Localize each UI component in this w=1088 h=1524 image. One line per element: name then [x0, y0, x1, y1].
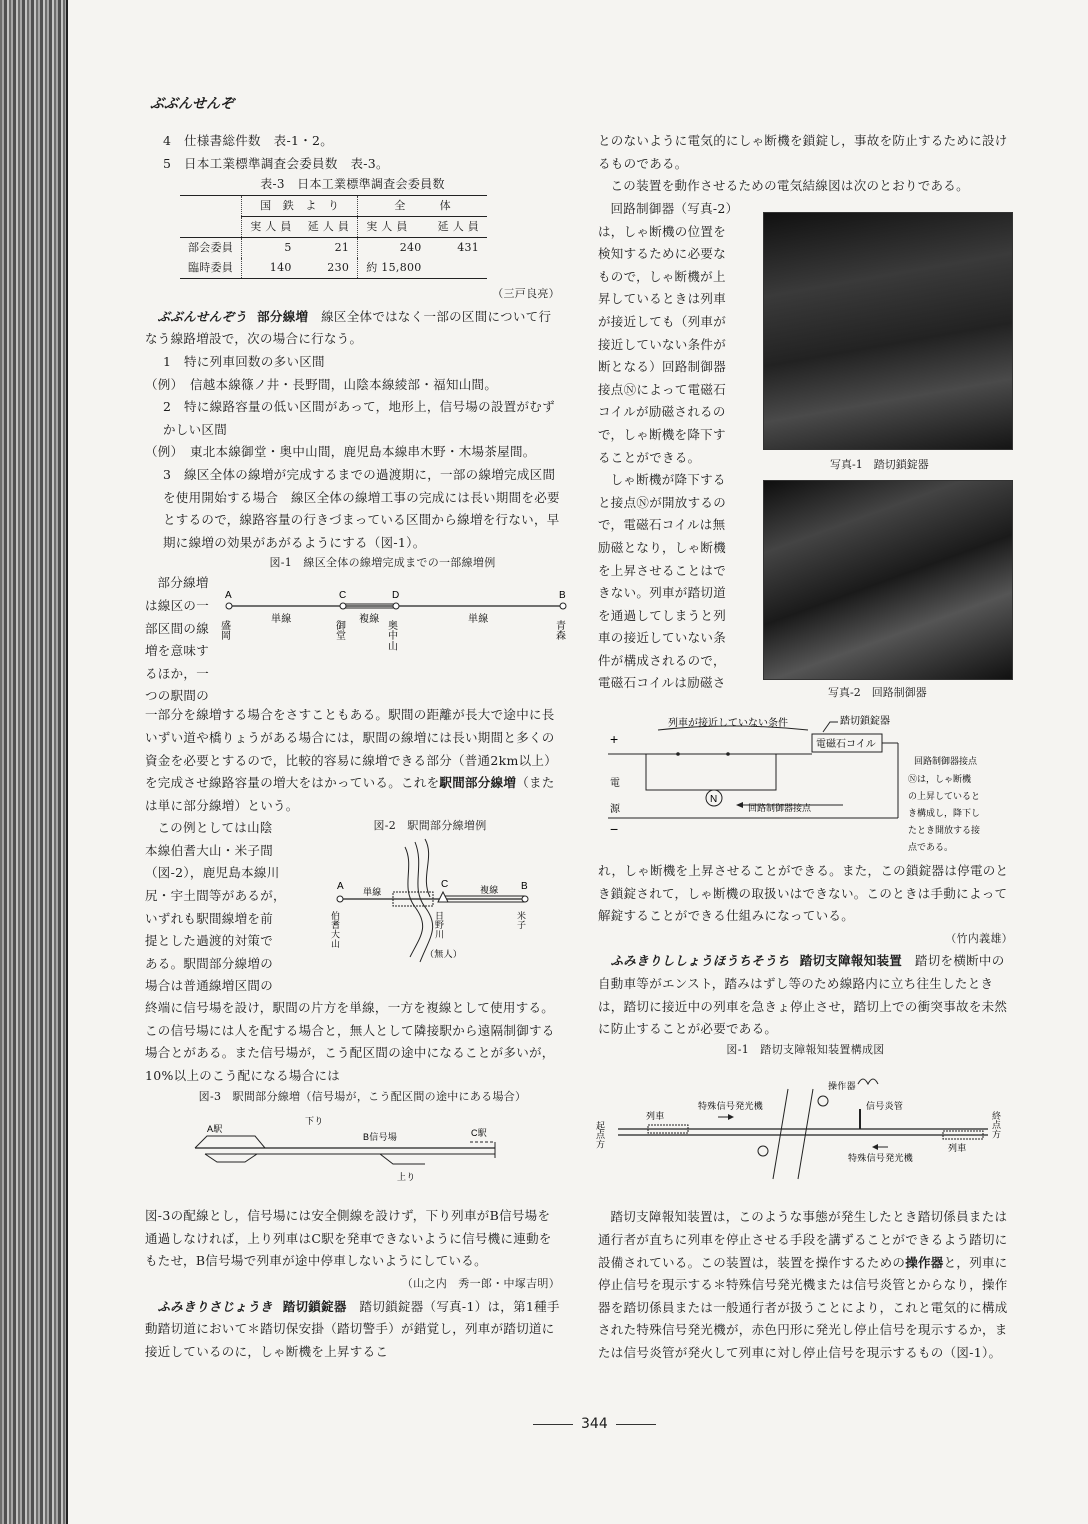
circuit-note-line: き構成し，降下し	[908, 808, 981, 818]
figure-caption: 図-2 駅間部分線増例	[373, 819, 487, 833]
circuit-contact-label: 回路制御器接点	[748, 803, 812, 813]
station-label: C駅	[471, 1127, 488, 1138]
circuit-note-line: 回路制御器接点	[914, 756, 978, 766]
wrapped-text	[598, 198, 758, 695]
photo-caption: 写真-2 回路制御器	[828, 686, 927, 699]
author-credit: （竹内義雄）	[945, 931, 1013, 945]
segment-label: 単線	[271, 614, 292, 626]
table-cell: 臨時委員	[180, 258, 242, 279]
text-line: もので，しゃ断機が上	[598, 268, 726, 284]
entry-paragraph: 終端に信号場を設け，駅間の片方を単線，一方を複線として使用する。この信号場には人を配する場合と，無人として隣接駅から遠隔制御する場合とがある。また信号場が，こう配区間の途中になることが多いが，10%以上のこう配になる場合には	[145, 1000, 555, 1084]
text-line: 部分線増	[157, 575, 209, 591]
entry-paragraph	[145, 704, 560, 817]
flare-label: 信号炎管	[866, 1100, 904, 1111]
station-name: 盛岡	[218, 620, 230, 641]
circuit-note-line: 点である。	[908, 842, 954, 852]
train-label: 列車	[948, 1142, 967, 1153]
bold-term: 駅間部分線増	[439, 775, 517, 791]
circuit-lock-label: 踏切鎖錠器	[840, 716, 890, 727]
bold-term: 操作器	[905, 1254, 944, 1270]
text-line: ることができる。	[598, 449, 701, 465]
circuit-plus: +	[610, 731, 619, 747]
end-label: 終点方	[991, 1110, 1001, 1139]
train-label: 列車	[646, 1110, 665, 1121]
text-line: この例としては山陰	[157, 820, 273, 836]
station-name: 御堂	[333, 620, 345, 641]
entry-paragraph: 図-3の配線とし，信号場には安全側線を設けず，下り列車がB信号場を通過しなければ，上り列車はC駅を発車できないように信号機に連動をもたせ，B信号場で列車が途中停車しないようにしている。	[145, 1208, 552, 1269]
direction-label: 下り	[305, 1115, 324, 1126]
station-label: B信号場	[363, 1131, 398, 1142]
text-line: 件が構成されるので，	[598, 652, 726, 668]
entry-paragraph	[598, 1206, 1013, 1364]
text-line: を通過してしまうと列	[598, 607, 727, 623]
entry-paragraph	[145, 1296, 560, 1364]
entry-term: 踏切鎖錠器	[282, 1298, 347, 1314]
segment-label: 単線	[363, 887, 382, 898]
station-name: 米子	[516, 911, 526, 930]
station-letter: A	[225, 590, 232, 602]
left-column	[145, 130, 566, 1363]
entry-paragraph: れ，しゃ断機を上昇させることができる。また，この鎖錠器は停電のとき鎖錠されて，しゃ断機の取扱いはできない。このときは手動によって解錠することができる仕組みになっている。	[598, 863, 1009, 924]
figure-side-text	[145, 572, 225, 708]
right-column-lower	[595, 860, 1013, 1365]
entry-text: 一部分を線増する場合をさすこともある。駅間の距離が長大で途中に長いずい道や橋りょうがある場合には，駅間の線増には長い期間と多くの資金を必要とするので，比較的容易に線増できる部分（普通2km以上）を完成させ線路容量の増大をはかっている。これを	[145, 707, 558, 791]
photo-1	[763, 212, 1013, 450]
table-cell: 約 15,800	[358, 258, 430, 279]
table-cell: 5	[242, 238, 300, 259]
figure-caption: 図-3 駅間部分線増（信号場が，こう配区間の途中にある場合）	[198, 1089, 527, 1103]
entry-kana: ふみきりさじょうき	[157, 1298, 273, 1314]
end-label: 起点方	[595, 1120, 605, 1149]
contact-n-symbol: N	[710, 794, 718, 805]
text-line: で，電磁石コイルは無	[598, 517, 726, 533]
author-credit: （三戸良亮）	[492, 287, 560, 301]
station-letter: A	[337, 881, 344, 893]
photo-2	[763, 480, 1013, 680]
text-line: いずれも駅間線増を前	[145, 910, 274, 926]
text-line: 昇しているときは列車	[598, 291, 727, 307]
table-cell: 240	[358, 238, 430, 259]
entry-text: 踏切支障報知装置は，このような事態が発生したとき踏切係員または通行者が直ちに列車を停止させる手段を講ずることができるよう踏切に設備されている。この装置は，装置を操作するための	[598, 1209, 1008, 1270]
table-cell: 431	[457, 241, 480, 255]
entry-term: 部分線増	[257, 308, 309, 324]
entry-text: 踏切鎖錠器（写真-1）は，第1種手動踏切道において＊踏切保安掛（踏切警手）が錯覚し，列車が踏切道に接近しているのに，しゃ断機を上昇するこ	[145, 1298, 560, 1359]
table-col-header: 延 人 員	[300, 217, 358, 238]
segment-label: 複線	[359, 614, 380, 626]
text-line: 尻・宇土間等があるが，	[145, 888, 286, 904]
station-name: 伯耆大山	[330, 911, 340, 949]
text-line: ある。駅間部分線増の	[145, 955, 274, 971]
circuit-note-line: たとき開放する接	[908, 825, 981, 835]
table-cell: 部会委員	[188, 241, 234, 255]
segment-label: 複線	[480, 885, 499, 896]
entry-paragraph	[598, 950, 1013, 1040]
circuit-note-line: Ⓝは，しゃ断機	[908, 774, 972, 784]
text-line: しゃ断機が降下する	[610, 472, 726, 488]
example: （例） 信越本線篠ノ井・長野間，山陰本線綾部・福知山間。	[145, 376, 498, 392]
text-line: 本線伯耆大山・米子間	[145, 842, 274, 858]
text-line: と接点Ⓝが開放するの	[598, 494, 727, 510]
text-line: が接近しても（列車が	[598, 313, 727, 329]
station-name: 青森	[553, 620, 565, 641]
text-line: 場合は普通線増区間の	[145, 978, 274, 994]
text-line: は，しゃ断機の位置を	[598, 223, 727, 239]
table-group-header: 国 鉄 よ り	[242, 196, 358, 217]
table-cell	[430, 258, 488, 279]
photo-caption: 写真-1 踏切鎖錠器	[830, 458, 929, 471]
table-cell: 21	[334, 241, 350, 255]
station-letter: B	[521, 881, 528, 893]
operator-label: 操作器	[828, 1080, 856, 1091]
station-letter: D	[392, 590, 400, 602]
entry-paragraph	[145, 306, 560, 351]
list-item: 5 日本工業標準調査会委員数 表-3。	[163, 155, 389, 171]
entry-heading	[158, 309, 309, 324]
table-col-header: 延 人 員	[430, 217, 488, 238]
text-line: で，しゃ断機を降下す	[598, 426, 726, 442]
text-line: コイルが励磁されるの	[598, 404, 726, 420]
list-item: 1 特に列車回数の多い区間	[163, 353, 325, 369]
text-line: を上昇させることはで	[598, 562, 727, 578]
figure-2-diagram	[325, 837, 545, 977]
table-cell: 230	[300, 258, 358, 279]
text-line: は線区の一	[145, 597, 210, 613]
committee-table	[180, 195, 487, 279]
signal-label: 特殊信号発光機	[848, 1152, 914, 1163]
text-line: きない。列車が踏切道	[598, 585, 727, 601]
entry-paragraph: この装置を動作させるための電気結線図は次のとおりである。	[610, 178, 969, 194]
page-number: 344	[525, 1416, 664, 1432]
figure-caption: 図-1 踏切支障報知装置構成図	[726, 1042, 885, 1056]
example: （例） 東北本線御堂・奥中山間，鹿児島本線串木野・木場茶屋間。	[145, 444, 536, 460]
station-label: A駅	[207, 1123, 223, 1134]
figure-3-diagram	[145, 1106, 560, 1198]
table-cell: 140	[242, 258, 300, 279]
table-title: 表-3 日本工業標準調査会委員数	[260, 177, 445, 192]
circuit-diagram	[598, 710, 1018, 860]
level-crossing-diagram	[595, 1059, 1013, 1199]
circuit-coil-label: 電磁石コイル	[816, 739, 876, 750]
text-line: 断となる）回路制御器	[598, 359, 727, 375]
station-letter: C	[441, 879, 449, 891]
circuit-minus: −	[610, 821, 619, 837]
direction-label: 上り	[397, 1171, 416, 1182]
station-letter: B	[559, 590, 566, 602]
table-col-header: 実 人 員	[242, 217, 300, 238]
text-line: 提とした過渡的対策で	[145, 933, 274, 949]
table-row	[180, 238, 487, 259]
text-line: 接点Ⓝによって電磁石	[598, 381, 727, 397]
entry-term: 踏切支障報知装置	[799, 953, 903, 969]
entry-paragraph: とのないように電気的にしゃ断機を鎖錠し，事故を防止するために設けるものである。	[598, 133, 1008, 171]
page-edge	[66, 0, 68, 1524]
list-item: 3 線区全体の線増が完成するまでの過渡期に，一部の線増完成区間を使用開始する場合 線区全体の線増工事の完成には長い期間を必要とするので，線路容量の行きづまっている区間から線増を行ない，早期に線増の効果があがるようにする（図-1）。	[163, 466, 560, 550]
entry-text: 線区全体ではなく一部の区間について行なう線路増設で，次の場合に行なう。	[145, 308, 552, 347]
text-line: 検知するために必要な	[598, 246, 727, 262]
station-name: 奥中山	[385, 620, 397, 652]
text-line: 車の接近していない条	[598, 630, 727, 646]
entry-text: 踏切を横断中の自動車等がエンスト，踏みはずし等のため線路内に立ち往生したときは，踏切に接近中の列車を急きょ停止させ，踏切上での衝突事故を未然に防止することが必要である。	[598, 953, 1008, 1037]
running-header: ぶぶんせんぞ	[150, 96, 234, 112]
station-letter: C	[339, 590, 347, 602]
book-binding	[0, 0, 66, 1524]
figure-2-block	[145, 817, 560, 997]
entry-heading	[611, 953, 903, 968]
text-line: （図-2），鹿児島本線川	[145, 865, 280, 881]
circuit-source-label: 源	[610, 804, 620, 815]
circuit-condition-label: 列車が接近していない条件	[668, 718, 788, 729]
text-line: 電磁石コイルは励磁さ	[598, 675, 726, 691]
author-credit: （山之内 秀一郎・中塚吉明）	[401, 1277, 560, 1291]
text-line: 接近していない条件が	[598, 336, 727, 352]
text-line: 増を意味す	[145, 643, 210, 659]
figure-caption: 図-1 線区全体の線増完成までの一部線増例	[269, 556, 496, 570]
signal-label: 特殊信号発光機	[698, 1100, 764, 1111]
text-line: つの駅間の	[145, 688, 210, 704]
table-col-header: 実 人 員	[358, 217, 430, 238]
text-line: 回路制御器（写真-2）	[610, 201, 739, 216]
list-item: 4 仕様書総件数 表-1・2。	[163, 133, 334, 148]
text-line: 部区間の線	[145, 620, 210, 636]
entry-kana: ぶぶんせんぞう	[157, 308, 248, 324]
entry-heading	[158, 1299, 347, 1314]
station-name: 日野川	[434, 911, 444, 940]
entry-text: （または単に部分線増）という。	[145, 775, 555, 813]
figure-side-text	[145, 817, 305, 998]
text-line: 励磁となり，しゃ断機	[598, 539, 727, 555]
entry-text: と，列車に停止信号を現示する＊特殊信号発光機または信号炎管とからなり，操作器を踏切係員または一般通行者が扱うことにより，これと電気的に構成された特殊信号発光機が，赤色円形に発光し停止信号を現示するか，または信号炎管が発火して列車に対し停止信号を現示するもの（図-1）。	[598, 1254, 1008, 1360]
station-note: （無人）	[425, 949, 463, 960]
figure-1-block	[145, 572, 566, 704]
figure-1-diagram	[218, 586, 568, 676]
entry-kana: ふみきりししょうほうちそうち	[610, 953, 790, 969]
list-item: 2 特に線路容量の低い区間があって，地形上，信号場の設置がむずかしい区間	[163, 399, 555, 437]
circuit-note-line: の上昇していると	[908, 791, 981, 801]
table-row	[180, 258, 487, 279]
table-group-header: 全 体	[358, 196, 487, 217]
right-column	[598, 130, 1013, 198]
circuit-source-label: 電	[610, 778, 620, 789]
segment-label: 単線	[468, 614, 489, 626]
text-line: るほか，一	[145, 665, 210, 681]
